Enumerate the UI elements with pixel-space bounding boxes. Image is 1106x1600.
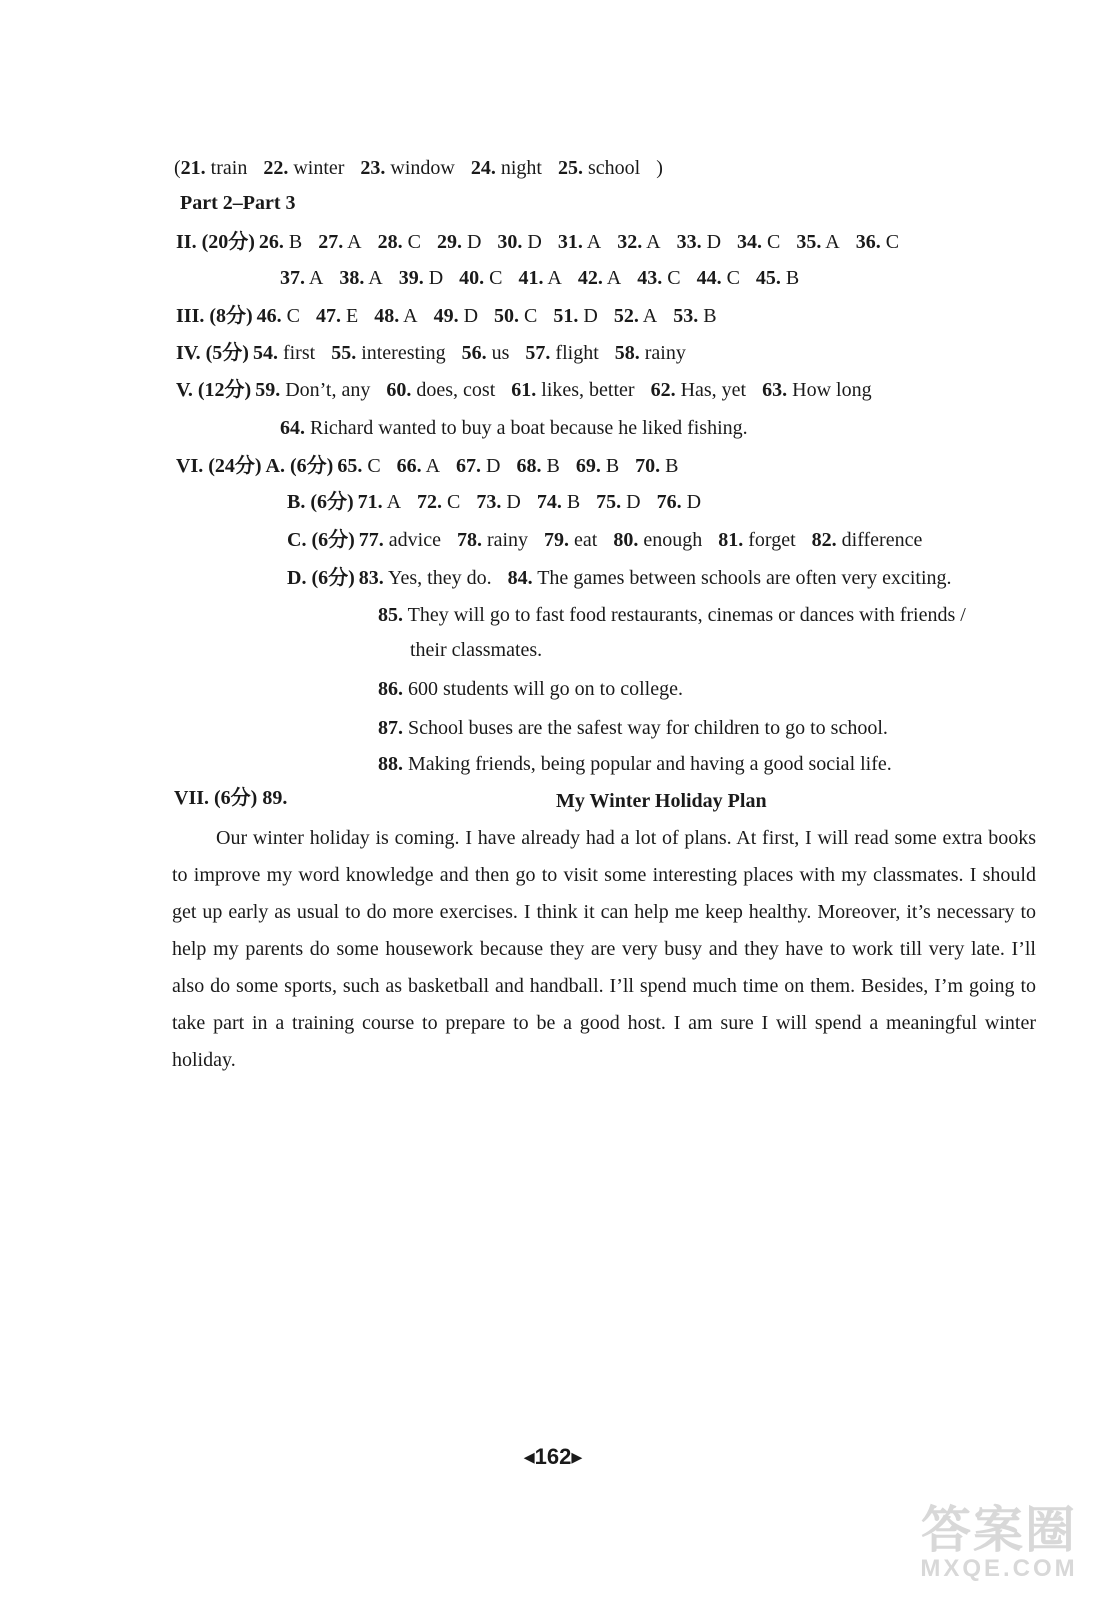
question-number: 65.: [337, 455, 363, 477]
subsection-label: D. (6分): [287, 567, 355, 589]
answer-item: [359, 566, 492, 590]
answer-text: C: [489, 267, 503, 289]
answer-item: [756, 266, 799, 290]
answer-item: [331, 341, 445, 365]
section-heading: Part 2–Part 3: [180, 192, 296, 214]
section-vi-c: [287, 528, 922, 552]
answer-item: [360, 156, 454, 180]
section-v-line-2: [280, 416, 748, 440]
answer-item: [255, 378, 370, 402]
question-number: 66.: [396, 455, 422, 477]
part-heading: [180, 191, 296, 215]
question-number: 39.: [398, 267, 424, 289]
answer-text: B: [785, 267, 800, 289]
answer-text: A: [642, 305, 658, 327]
question-number: 40.: [459, 267, 485, 289]
question-number: 73.: [476, 491, 502, 513]
answer-text: B: [566, 491, 581, 513]
answer-item: [253, 341, 315, 365]
answer-text: their classmates.: [410, 639, 543, 661]
answer-text: D: [428, 267, 444, 289]
answer-text: Has, yet: [680, 379, 747, 401]
question-number: 87.: [378, 717, 403, 739]
answer-item: [525, 341, 598, 365]
answer-item: [544, 528, 597, 552]
answer-item: [462, 341, 510, 365]
answer-text: rainy: [486, 529, 529, 551]
question-number: 72.: [417, 491, 443, 513]
answer-text: School buses are the safest way for children to go to school.: [408, 717, 888, 739]
section-vi-b: [287, 490, 701, 514]
question-number: 29.: [436, 231, 462, 253]
question-number: 58.: [614, 342, 640, 364]
question-number: 52.: [613, 305, 639, 327]
answer-text: Making friends, being popular and having a good social life.: [408, 753, 892, 775]
answer-text: A: [403, 305, 418, 327]
question-number: 24.: [470, 157, 496, 179]
question-number: 54.: [252, 342, 278, 364]
answer-item: [637, 266, 680, 290]
question-number: 46.: [256, 305, 282, 327]
answer-text: night: [500, 157, 542, 179]
question-number: 59.: [255, 379, 281, 401]
subsection-label: C. (6分): [287, 529, 355, 551]
question-number: 84.: [507, 567, 533, 589]
answer-text: A: [547, 267, 562, 289]
question-number: 64.: [280, 417, 305, 439]
answer-item: [856, 230, 899, 254]
answer-text: interesting: [361, 342, 446, 364]
answer-text: Richard wanted to buy a boat because he liked fishing.: [310, 417, 748, 439]
answer-item: [617, 230, 660, 254]
question-number: 71.: [357, 491, 383, 513]
answer-item: [615, 341, 686, 365]
answer-item: [410, 638, 542, 662]
question-number: 76.: [656, 491, 682, 513]
answer-text: The games between schools are often very exciting.: [537, 567, 952, 589]
section-label: V. (12分): [176, 379, 252, 401]
question-number: 28.: [377, 231, 403, 253]
answer-text: Yes, they do.: [388, 567, 492, 589]
question-number: 26.: [258, 231, 284, 253]
question-number: 50.: [494, 305, 520, 327]
section-ii-line-2: [280, 266, 799, 290]
answer-text: C: [667, 267, 681, 289]
answer-item: [471, 156, 542, 180]
answer-item: [697, 266, 740, 290]
question-number: 74.: [536, 491, 562, 513]
answer-text: A: [308, 267, 324, 289]
section-vi-d: [287, 566, 952, 590]
answer-text: difference: [841, 529, 923, 551]
question-number: 27.: [318, 231, 344, 253]
section-label: VI. (24分): [176, 455, 262, 477]
question-number: 83.: [358, 567, 384, 589]
answer-text: C: [726, 267, 740, 289]
answer-item: [614, 304, 657, 328]
answer-text: D: [706, 231, 722, 253]
answer-item: [374, 304, 417, 328]
question-number: 45.: [755, 267, 781, 289]
question-number: 33.: [676, 231, 702, 253]
answer-text: C: [885, 231, 900, 253]
answer-85-line-1: [378, 603, 966, 627]
question-number: 31.: [557, 231, 583, 253]
page-number-value: 162: [534, 1444, 572, 1469]
answer-item: [508, 566, 952, 590]
section-label: VII. (6分) 89.: [174, 787, 288, 809]
answer-text: likes, better: [541, 379, 635, 401]
section-label: III. (8分): [176, 305, 253, 327]
answer-item: [257, 304, 300, 328]
answer-item: [576, 454, 619, 478]
answer-87: [378, 716, 888, 740]
answer-item: [635, 454, 678, 478]
answer-85-line-2: [410, 638, 542, 662]
answer-item: [476, 490, 520, 514]
answer-item: [613, 528, 702, 552]
answer-text: E: [346, 305, 359, 327]
answer-item: [316, 304, 358, 328]
question-number: 23.: [360, 157, 386, 179]
essay-title: My Winter Holiday Plan: [556, 790, 767, 812]
answer-text: enough: [643, 529, 703, 551]
answer-item: [434, 304, 478, 328]
answer-item: [437, 230, 481, 254]
answer-text: rainy: [644, 342, 686, 364]
answer-item: [578, 266, 621, 290]
question-number: 21.: [180, 157, 206, 179]
answer-item: [259, 230, 302, 254]
close-paren: ): [656, 157, 663, 179]
question-number: 53.: [673, 305, 699, 327]
answer-text: A: [825, 231, 840, 253]
answer-text: A: [606, 267, 622, 289]
question-number: 22.: [263, 157, 289, 179]
answer-text: first: [282, 342, 316, 364]
question-number: 48.: [374, 305, 400, 327]
question-number: 38.: [339, 267, 365, 289]
answer-text: A: [386, 491, 402, 513]
answer-item: [497, 230, 541, 254]
section-label: II. (20分): [176, 231, 255, 253]
answer-item: [386, 378, 495, 402]
question-number: 69.: [575, 455, 601, 477]
section-iii: [176, 304, 717, 328]
question-number: 30.: [497, 231, 523, 253]
answer-item: [596, 490, 640, 514]
subsection-label: B. (6分): [287, 491, 354, 513]
open-paren: (: [174, 157, 181, 179]
section-vi-a: [176, 454, 679, 478]
question-number: 79.: [544, 529, 570, 551]
page-number: ◂162▸: [523, 1444, 583, 1469]
question-number: 35.: [796, 231, 822, 253]
question-number: 44.: [696, 267, 722, 289]
question-number: 57.: [525, 342, 551, 364]
answer-text: 600 students will go on to college.: [408, 678, 683, 700]
answer-text: C: [767, 231, 781, 253]
answer-text: C: [407, 231, 421, 253]
essay-paragraph: Our winter holiday is coming. I have already had a lot of plans. At first, I will read some extra books to improve my word knowledge and then go to visit some interesting places with my classmates. I should get up early as usual to do more exercises. I think it can help me keep healthy. Moreover, it’s necessary to help my parents do some housework because they are very busy and they have to work till very late. I’ll also do some sports, such as basketball and handball. I’ll spend much time on them. Besides, I’m going to take part in a training course to prepare to be a good host. I am sure I will spend a meaningful winter holiday.: [172, 827, 1036, 1071]
answer-text: D: [463, 305, 479, 327]
answer-item: [718, 528, 795, 552]
answer-item: [459, 266, 502, 290]
answer-text: C: [286, 305, 301, 327]
answer-item: [378, 752, 892, 776]
watermark-bottom-text: MXQE.COM: [920, 1555, 1078, 1582]
question-number: 34.: [737, 231, 763, 253]
answer-item: [318, 230, 361, 254]
answer-text: does, cost: [416, 379, 496, 401]
answer-item: [516, 454, 559, 478]
section-iv: [176, 341, 686, 365]
answer-text: D: [527, 231, 542, 253]
answer-item: [762, 378, 871, 402]
answer-item: [280, 266, 323, 290]
answer-text: advice: [388, 529, 441, 551]
answer-item: [511, 378, 634, 402]
answer-text: flight: [555, 342, 599, 364]
answer-88: [378, 752, 892, 776]
question-number: 75.: [596, 491, 622, 513]
question-number: 86.: [378, 678, 403, 700]
answer-item: [378, 716, 888, 740]
answer-line-21: [174, 156, 663, 180]
answer-text: eat: [574, 529, 598, 551]
question-number: 67.: [456, 455, 482, 477]
question-number: 42.: [577, 267, 603, 289]
answer-text: D: [506, 491, 521, 513]
answer-text: D: [583, 305, 598, 327]
answer-text: school: [588, 157, 641, 179]
answer-item: [457, 528, 528, 552]
answer-text: A: [425, 455, 441, 477]
answer-item: [796, 230, 839, 254]
answer-item: [494, 304, 537, 328]
answer-text: A: [347, 231, 362, 253]
section-label: IV. (5分): [176, 342, 249, 364]
answer-text: B: [546, 455, 560, 477]
answer-item: [651, 378, 747, 402]
answer-item: [358, 490, 401, 514]
question-number: 37.: [280, 267, 305, 289]
answer-item: [812, 528, 923, 552]
question-number: 68.: [516, 455, 542, 477]
answer-text: Don’t, any: [285, 379, 371, 401]
answer-text: C: [524, 305, 538, 327]
answer-item: [263, 156, 344, 180]
answer-text: A: [586, 231, 602, 253]
answer-item: [677, 230, 721, 254]
answer-item: [337, 454, 380, 478]
answer-item: [456, 454, 500, 478]
answer-item: [553, 304, 597, 328]
watermark-top-text: 答案圈: [921, 1502, 1077, 1558]
question-number: 32.: [617, 231, 643, 253]
answer-text: B: [665, 455, 679, 477]
watermark-logo: [908, 1504, 1090, 1590]
question-number: 80.: [613, 529, 639, 551]
question-number: 63.: [762, 379, 788, 401]
answer-text: They will go to fast food restaurants, cinemas or dances with friends /: [407, 604, 966, 626]
question-number: 61.: [511, 379, 537, 401]
answer-text: D: [626, 491, 641, 513]
answer-86: [378, 677, 683, 701]
answer-item: [399, 266, 443, 290]
answer-item: [737, 230, 780, 254]
section-vii: [174, 786, 291, 810]
question-number: 62.: [650, 379, 676, 401]
answer-text: How long: [792, 379, 872, 401]
answer-text: A: [646, 231, 661, 253]
question-number: 78.: [456, 529, 482, 551]
question-number: 77.: [358, 529, 384, 551]
answer-text: window: [390, 157, 455, 179]
answer-item: [397, 454, 440, 478]
question-number: 41.: [518, 267, 544, 289]
answer-text: D: [686, 491, 702, 513]
question-number: 55.: [331, 342, 357, 364]
answer-item: [417, 490, 460, 514]
answer-text: train: [210, 157, 248, 179]
question-number: 85.: [378, 604, 403, 626]
subsection-label: A. (6分): [265, 455, 334, 477]
answer-text: C: [447, 491, 461, 513]
essay-body: [172, 820, 1036, 1079]
question-number: 51.: [553, 305, 579, 327]
answer-text: D: [486, 455, 501, 477]
question-number: 47.: [316, 305, 342, 327]
answer-item: [280, 416, 748, 440]
answer-item: [558, 156, 640, 180]
question-number: 88.: [378, 753, 403, 775]
answer-item: [378, 230, 421, 254]
question-number: 49.: [433, 305, 459, 327]
question-number: 60.: [386, 379, 412, 401]
question-number: 82.: [811, 529, 837, 551]
question-number: 81.: [718, 529, 744, 551]
question-number: 25.: [558, 157, 583, 179]
answer-text: C: [367, 455, 381, 477]
answer-text: D: [466, 231, 482, 253]
answer-item: [359, 528, 441, 552]
answer-item: [558, 230, 601, 254]
answer-item: [378, 677, 683, 701]
answer-text: B: [703, 305, 717, 327]
question-number: 56.: [461, 342, 487, 364]
answer-text: winter: [293, 157, 345, 179]
question-number: 43.: [637, 267, 663, 289]
question-number: 36.: [855, 231, 881, 253]
answer-item: [519, 266, 562, 290]
answer-text: B: [605, 455, 620, 477]
section-v-line-1: [176, 378, 872, 402]
answer-text: forget: [748, 529, 796, 551]
answer-item: [181, 156, 248, 180]
answer-text: B: [288, 231, 303, 253]
question-number: 70.: [635, 455, 661, 477]
answer-item: [673, 304, 716, 328]
answer-item: [378, 603, 966, 627]
section-ii-line-1: [176, 230, 899, 254]
answer-item: [537, 490, 580, 514]
answer-text: us: [491, 342, 510, 364]
answer-text: A: [368, 267, 383, 289]
answer-item: [339, 266, 382, 290]
answer-item: [657, 490, 701, 514]
